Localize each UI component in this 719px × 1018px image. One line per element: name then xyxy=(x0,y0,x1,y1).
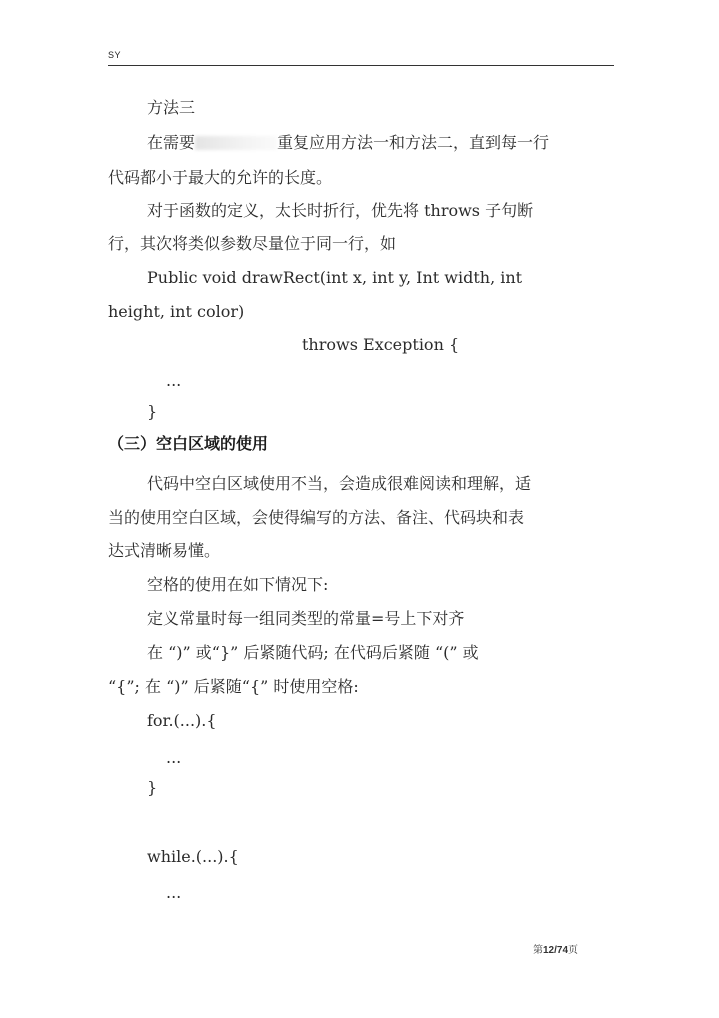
code-line: for.(...).{ xyxy=(147,711,217,730)
text-fragment: 重复应用方法一和方法二，直到每一行 xyxy=(277,133,550,152)
text-line: 空格的使用在如下情况下: xyxy=(147,575,329,594)
text-line: 方法三 xyxy=(147,98,196,117)
code-line: ... xyxy=(166,748,182,767)
section-heading: （三）空白区域的使用 xyxy=(108,434,269,453)
page-number xyxy=(533,941,578,956)
text-line: “{”; 在 “)” 后紧随“{” 时使用空格: xyxy=(108,677,359,696)
code-line: throws Exception { xyxy=(302,335,460,354)
text-line: 对于函数的定义，太长时折行，优先将 throws 子句断 xyxy=(147,201,534,220)
text-line: 代码中空白区域使用不当，会造成很难阅读和理解，适 xyxy=(147,474,532,493)
text-line: 达式清晰易懂。 xyxy=(108,541,221,560)
text-line xyxy=(147,133,549,153)
code-line: ... xyxy=(166,883,182,902)
code-line: } xyxy=(147,402,158,421)
code-line: Public void drawRect(int x, int y, Int width, int xyxy=(147,268,523,287)
code-line: height, int color) xyxy=(108,302,245,321)
page-prefix: 第 xyxy=(533,945,543,956)
header-rule xyxy=(108,65,614,66)
code-line: } xyxy=(147,778,158,797)
text-line: 在 “)” 或“}” 后紧随代码; 在代码后紧随 “(” 或 xyxy=(147,643,479,662)
redacted-blur xyxy=(195,136,277,150)
header-label: SY xyxy=(108,50,122,60)
page-suffix: 页 xyxy=(568,945,579,956)
text-line: 代码都小于最大的允许的长度。 xyxy=(108,168,333,187)
text-line: 定义常量时每一组同类型的常量=号上下对齐 xyxy=(147,609,465,628)
text-line: 当的使用空白区域，会使得编写的方法、备注、代码块和表 xyxy=(108,508,525,527)
code-line: while.(...).{ xyxy=(147,847,239,866)
code-line: ... xyxy=(166,371,182,390)
text-fragment: 在需要 xyxy=(147,133,196,152)
text-line: 行，其次将类似参数尽量位于同一行，如 xyxy=(108,234,397,253)
page-count: 12/74 xyxy=(543,945,569,956)
